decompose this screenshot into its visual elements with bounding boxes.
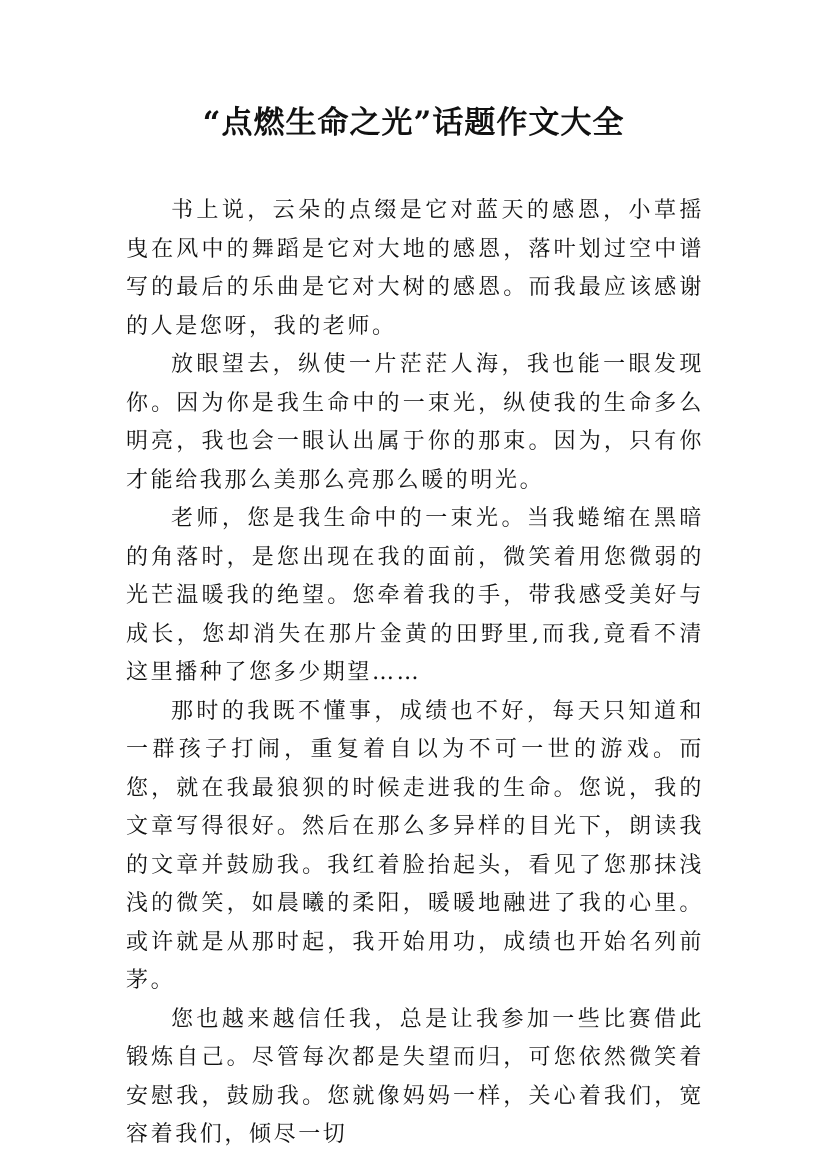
paragraph-4: 那时的我既不懂事，成绩也不好，每天只知道和一群孩子打闹，重复着自以为不可一世的游戏。而您，就在我最狼狈的时候走进我的生命。您说，我的文章写得很好。然后在那么多异样的目光下，朗读我的文章并鼓励我。我红着脸抬起头，看见了您那抹浅浅的微笑，如晨曦的柔阳，暖暖地融进了我的心里。或许就是从那时起，我开始用功，成绩也开始名列前茅。	[126, 698, 704, 993]
paragraph-1: 书上说，云朵的点缀是它对蓝天的感恩，小草摇曳在风中的舞蹈是它对大地的感恩，落叶划过空中谱写的最后的乐曲是它对大树的感恩。而我最应该感谢的人是您呀，我的老师。	[126, 198, 704, 339]
document-title: “点燃生命之光”话题作文大全	[202, 105, 625, 141]
document-body	[126, 192, 704, 1155]
paragraph-5: 您也越来越信任我，总是让我参加一些比赛借此锻炼自己。尽管每次都是失望而归，可您依然微笑着安慰我，鼓励我。您就像妈妈一样，关心着我们，宽容着我们，倾尽一切	[126, 1006, 704, 1147]
paragraph-2: 放眼望去，纵使一片茫茫人海，我也能一眼发现你。因为你是我生命中的一束光，纵使我的生命多么明亮，我也会一眼认出属于你的那束。因为，只有你才能给我那么美那么亮那么暖的明光。	[126, 352, 704, 493]
paragraph-3: 老师，您是我生命中的一束光。当我蜷缩在黑暗的角落时，是您出现在我的面前，微笑着用您微弱的光芒温暖我的绝望。您牵着我的手，带我感受美好与成长，您却消失在那片金黄的田野里,而我,竟看不清这里播种了您多少期望……	[126, 506, 704, 685]
